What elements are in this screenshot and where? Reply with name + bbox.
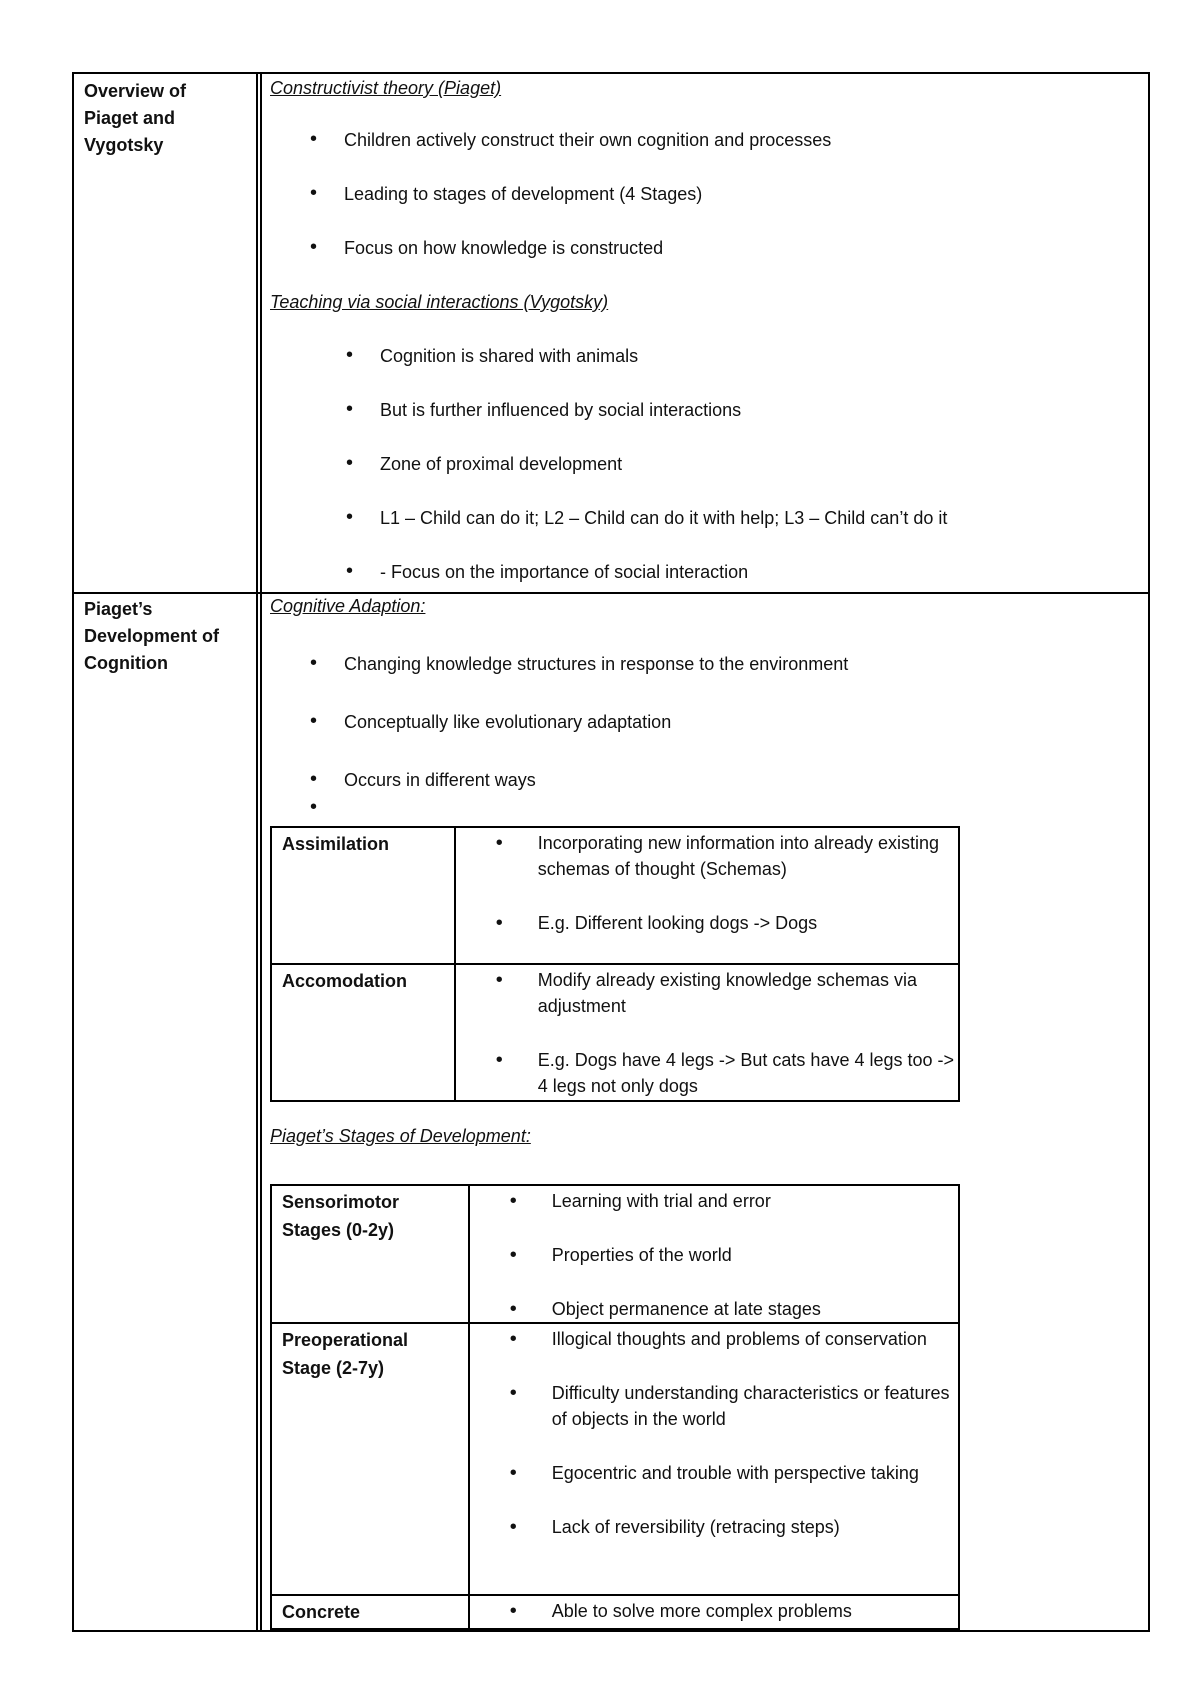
notes-table [72,72,1150,1632]
heading-vygotsky: Teaching via social interactions (Vygotsky) [270,292,609,312]
term-accomodation: Accomodation [282,971,408,991]
term-sensorimotor: Sensorimotor Stages (0-2y) [282,1192,400,1240]
list-item: • Lack of reversibility (retracing steps) [470,1514,958,1540]
list-item: • Modify already existing knowledge schemas via adjustment [456,967,958,1019]
list-item: • L1 – Child can do it; L2 – Child can do it with help; L3 – Child can’t do it [380,508,947,529]
list-item: • Conceptually like evolutionary adaptation [344,712,671,733]
list-item: • - Focus on the importance of social interaction [380,562,748,583]
term-concrete: Concrete [282,1602,361,1622]
table-row [271,827,959,964]
list-item: • Leading to stages of development (4 Stages) [344,184,702,205]
empty-bullet: • [310,796,318,818]
list-item: • Object permanence at late stages [470,1296,958,1322]
section-label-development: Piaget’s Development of Cognition [84,599,220,673]
list-item: • But is further influenced by social interactions [380,400,741,421]
list-item: • Difficulty understanding characteristics or features of objects in the world [470,1380,958,1432]
list-item: • Zone of proximal development [380,454,622,475]
list-item: • Illogical thoughts and problems of conservation [470,1326,958,1352]
list-item: • E.g. Dogs have 4 legs -> But cats have 4 legs too -> 4 legs not only dogs [456,1047,958,1099]
list-item: • Egocentric and trouble with perspective taking [470,1460,958,1486]
list-item: • Cognition is shared with animals [380,346,638,367]
list-item: • Able to solve more complex problems [470,1598,958,1624]
row-divider [74,592,1148,594]
table-row [271,964,959,1101]
list-item: • Properties of the world [470,1242,958,1268]
section-label-overview: Overview of Piaget and Vygotsky [84,81,187,155]
term-assimilation: Assimilation [282,834,390,854]
heading-cognitive-adaption: Cognitive Adaption: [270,596,426,616]
list-item: • Incorporating new information into already existing schemas of thought (Schemas) [456,830,958,882]
adaption-table [270,826,960,1102]
stages-table [270,1184,960,1630]
heading-stages: Piaget’s Stages of Development: [270,1126,531,1146]
term-preoperational: Preoperational Stage (2-7y) [282,1330,409,1378]
table-row [271,1323,959,1595]
column-divider-inner [256,74,258,1630]
list-item: • Learning with trial and error [470,1188,958,1214]
list-item: • Changing knowledge structures in response to the environment [344,654,848,675]
list-item: • Focus on how knowledge is constructed [344,238,663,259]
table-row [271,1185,959,1323]
list-item: • E.g. Different looking dogs -> Dogs [456,910,958,936]
list-item: • Occurs in different ways [344,770,536,791]
list-item: • Children actively construct their own cognition and processes [344,130,831,151]
column-divider [260,74,262,1630]
table-row [271,1595,959,1629]
heading-constructivist: Constructivist theory (Piaget) [270,78,502,98]
